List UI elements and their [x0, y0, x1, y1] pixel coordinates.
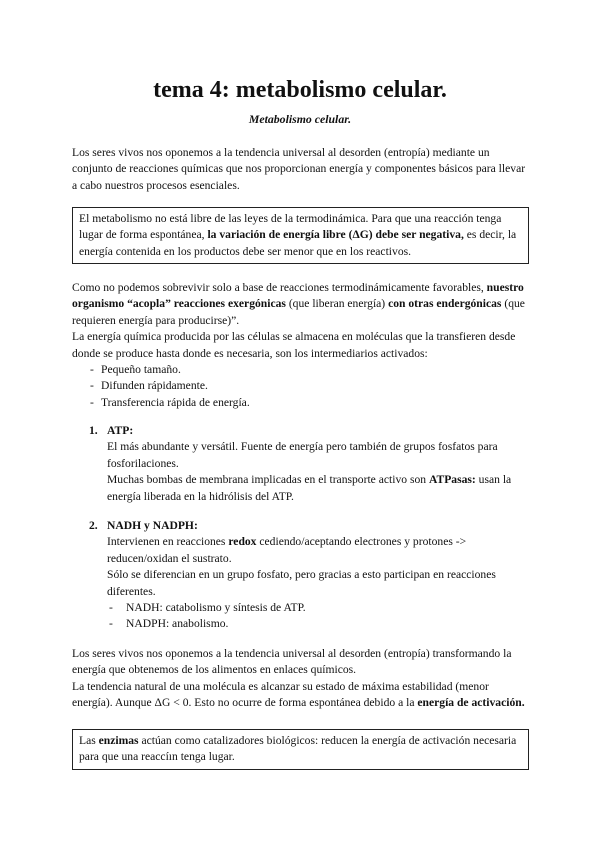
- box1-text-b: es decir, la energía contenida en los productos debe ser menor que en los reactivos.: [79, 228, 517, 258]
- atp-section: [89, 423, 527, 505]
- closing-line1: Los seres vivos nos oponemos a la tendencia universal al desorden (entropía) transformando la energía que obtenemos de los alimentos en enlaces químicos.: [72, 647, 512, 677]
- list-item: - Difunden rápidamente.: [72, 378, 528, 394]
- nadh-line1-bold: redox: [228, 535, 257, 549]
- thermodynamics-text: [79, 211, 522, 260]
- nadh-line1-a: Intervienen en reacciones: [107, 535, 229, 549]
- page-subtitle: Metabolismo celular.: [248, 112, 352, 126]
- atp-line2-a: Muchas bombas de membrana implicadas en el transporte activo son: [107, 473, 429, 487]
- closing-line2-a: La tendencia natural de una molécula es alcanzar su estado de máxima estabilidad (menor energía). Aunque ΔG < 0. Esto no ocurre de forma espontánea debido a la: [72, 679, 489, 710]
- closing-line2-bold: energía de activación.: [417, 696, 525, 710]
- storage-text: La energía química producida por las células se almacena en moléculas que la transfieren desde donde se produce hasta donde es necesaria, son los intermediarios activados:: [72, 330, 516, 360]
- coupling-text-c: (que requieren energía para producirse)”.: [72, 297, 525, 327]
- nadh-heading: NADH y NADPH:: [107, 519, 198, 532]
- coupling-paragraph: [72, 280, 528, 411]
- coupling-text-b: (que liberan energía): [285, 297, 389, 311]
- nadh-number: 2.: [89, 519, 98, 532]
- box1-bold: la variación de energía libre (ΔG) debe ser negativa,: [207, 228, 464, 242]
- enzymes-box: [72, 729, 529, 770]
- atp-line1: El más abundante y versátil. Fuente de energía pero también de grupos fosfatos para fosforilaciones.: [107, 440, 498, 470]
- page-title: tema 4: metabolismo celular.: [153, 77, 447, 103]
- features-list: [72, 362, 528, 411]
- box2-text-a: Las: [79, 734, 99, 747]
- box1-text-a: El metabolismo no está libre de las leyes de la termodinámica. Para que una reacción tenga lugar de forma espontánea,: [79, 212, 502, 242]
- intro-paragraph: [72, 145, 528, 194]
- nadh-line1-b: cediendo/aceptando electrones y protones -> reducen/oxidan el sustrato.: [107, 535, 467, 565]
- closing-paragraph: [72, 646, 528, 712]
- enzymes-text: [79, 733, 522, 766]
- nadh-line2: Sólo se diferencian en un grupo fosfato, pero gracias a esto participan en reacciones diferentes.: [107, 568, 496, 598]
- atp-heading: ATP:: [107, 424, 134, 437]
- coupling-bold-b: con otras endergónicas: [388, 297, 502, 311]
- nadh-sub-list: [89, 600, 527, 633]
- atp-line2: [107, 472, 527, 505]
- list-item: - NADPH: anabolismo.: [89, 616, 527, 632]
- nadh-line1: [107, 534, 527, 567]
- closing-line2: [72, 679, 528, 712]
- atp-line2-b: usan la energía liberada en la hidrólisis del ATP.: [107, 473, 512, 503]
- nadh-section: [89, 518, 527, 633]
- coupling-text-a: Como no podemos sobrevivir solo a base de reacciones termodinámicamente favorables,: [72, 281, 487, 294]
- list-item: - Transferencia rápida de energía.: [72, 395, 528, 411]
- thermodynamics-box: [72, 207, 529, 264]
- list-item: - Pequeño tamaño.: [72, 362, 528, 378]
- atp-number: 1.: [89, 424, 98, 437]
- list-item: - NADH: catabolismo y síntesis de ATP.: [89, 600, 527, 616]
- coupling-bold-a: nuestro organismo “acopla” reacciones exergónicas: [72, 281, 524, 311]
- coupling-text: [72, 280, 528, 329]
- box2-bold: enzimas: [98, 734, 139, 747]
- atp-line2-bold: ATPasas:: [428, 473, 476, 487]
- box2-text-b: actúan como catalizadores biológicos: reducen la energía de activación necesaria para que una reaccíın tenga lugar.: [79, 734, 517, 764]
- intro-text: Los seres vivos nos oponemos a la tendencia universal al desorden (entropía) mediante un conjunto de reacciones químicas que nos proporcionan energía y componentes básicos para llevar a cabo nuestros procesos esenciales.: [72, 146, 526, 192]
